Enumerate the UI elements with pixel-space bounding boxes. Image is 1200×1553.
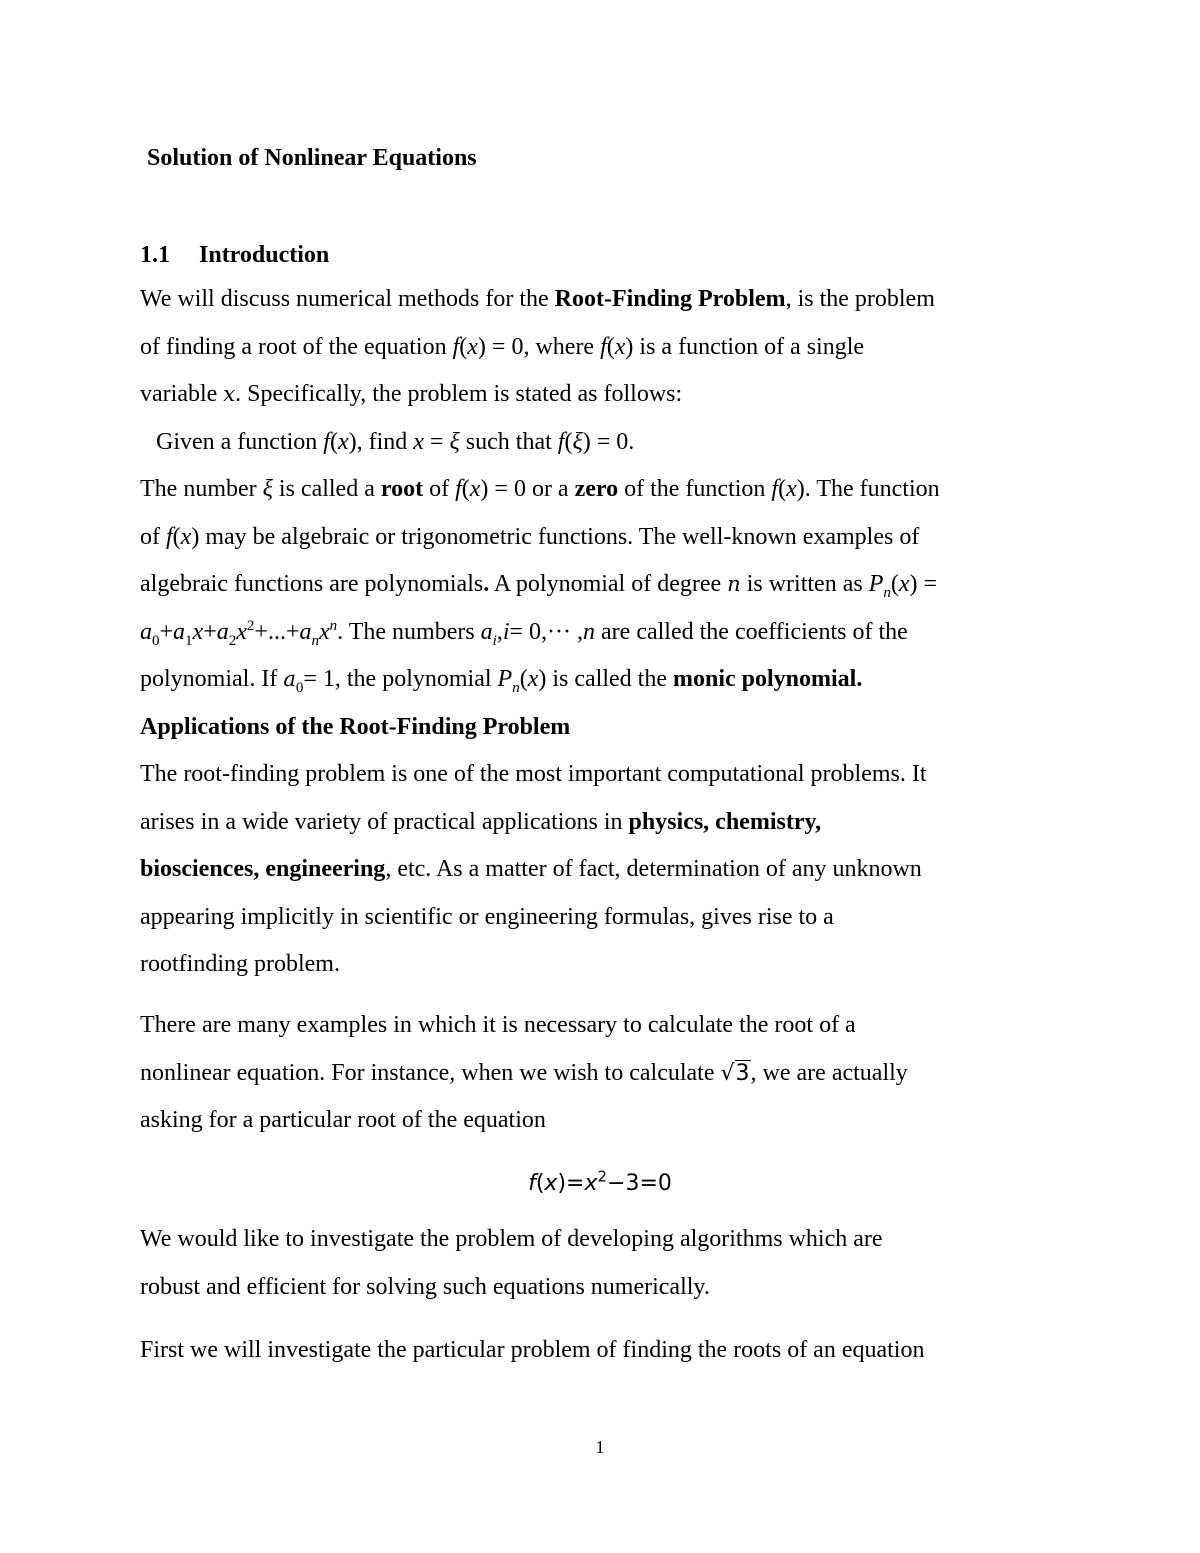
term-root: root bbox=[380, 476, 424, 502]
applications-heading: Applications of the Root-Finding Problem bbox=[140, 713, 571, 740]
intro-line: algebraic functions are polynomials. A polynomial of degree n is written as $P_n(x)$ = bbox=[140, 571, 938, 601]
intro-line: of f(x) may be algebraic or trigonometric functions. The well-known examples of bbox=[140, 523, 920, 550]
applications-line: rootfinding problem. bbox=[140, 951, 340, 977]
term-root-finding-problem: Root-Finding Problem bbox=[554, 286, 786, 312]
intro-line: of finding a root of the equation f(x) = 0, where f(x) is a function of a single bbox=[140, 333, 865, 360]
examples-line: nonlinear equation. For instance, when we wish to calculate √3, we are actually bbox=[140, 1059, 908, 1086]
intro-paragraph bbox=[140, 276, 940, 989]
examples-line: There are many examples in which it is necessary to calculate the root of a bbox=[140, 1012, 856, 1038]
intro-line: variable x. Specifically, the problem is stated as follows: bbox=[140, 381, 683, 407]
term-zero: zero bbox=[574, 476, 619, 502]
fields-list: biosciences, engineering bbox=[140, 856, 386, 882]
next-line: First we will investigate the particular problem of finding the roots of an equation bbox=[140, 1337, 925, 1363]
term-monic-polynomial: monic polynomial. bbox=[672, 666, 863, 692]
section-number: 1.1 bbox=[140, 242, 170, 268]
applications-line: The root-finding problem is one of the most important computational problems. It bbox=[140, 761, 927, 787]
fields-list: physics, chemistry, bbox=[628, 808, 822, 835]
document-title: Solution of Nonlinear Equations bbox=[147, 145, 477, 171]
intro-line: The number ξ is called a root of f(x) = 0 or a zero of the function f(x). The function bbox=[140, 476, 940, 502]
applications-line: arises in a wide variety of practical applications in physics, chemistry, bbox=[140, 808, 822, 835]
algorithms-paragraph bbox=[140, 1216, 883, 1311]
section-heading bbox=[140, 233, 329, 277]
next-paragraph bbox=[140, 1327, 924, 1375]
algorithms-line: robust and efficient for solving such equations numerically. bbox=[140, 1273, 710, 1300]
algorithms-line: We would like to investigate the problem of developing algorithms which are bbox=[140, 1226, 883, 1252]
applications-line: appearing implicitly in scientific or engineering formulas, gives rise to a bbox=[140, 903, 834, 930]
sqrt-expression: √3 bbox=[720, 1060, 750, 1086]
page-number: 1 bbox=[595, 1437, 605, 1457]
intro-line: polynomial. If $a_0= 1$, the polynomial $P_n(x)$ is called the monic polynomial. bbox=[140, 666, 863, 696]
polynomial-line: $a_0+a_1x+a_2x^2+...+a_nx^n$. The numbers $a_i,i= 0,\cdot\cdot\cdot ,n$ are called the coefficients of the bbox=[140, 617, 908, 649]
applications-line: biosciences, engineering, etc. As a matter of fact, determination of any unknown bbox=[140, 856, 922, 882]
section-title: Introduction bbox=[199, 242, 330, 268]
intro-line: We will discuss numerical methods for the Root-Finding Problem, is the problem bbox=[140, 286, 935, 312]
problem-statement: Given a function f(x), find x = ξ such that f(ξ) = 0. bbox=[156, 428, 635, 455]
examples-line: asking for a particular root of the equation bbox=[140, 1107, 546, 1133]
display-equation: $f(x)=x^2-3=0$ bbox=[528, 1167, 672, 1196]
examples-paragraph bbox=[140, 1002, 908, 1145]
